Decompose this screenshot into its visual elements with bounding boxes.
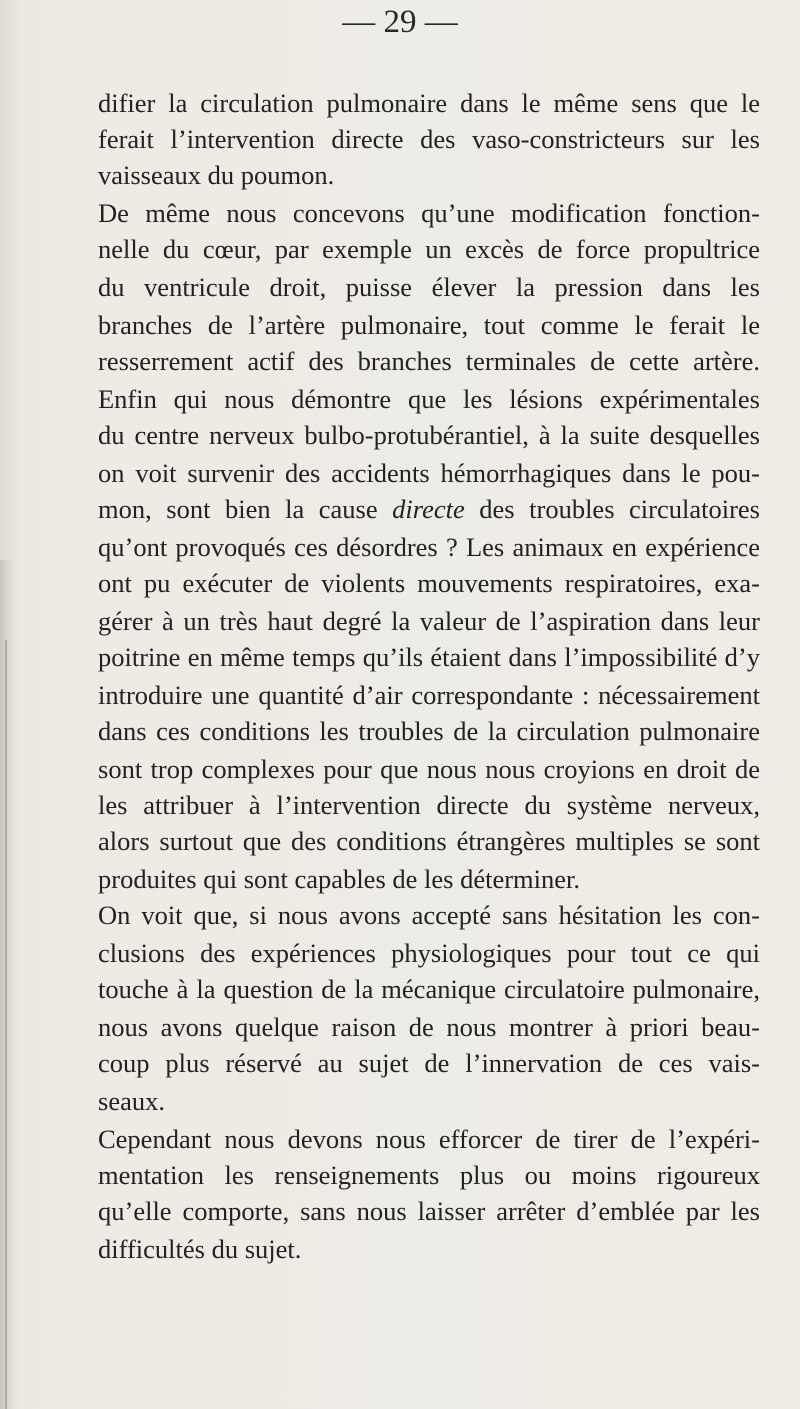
text-line: difier la circulation pulmonaire dans le même sens que le (98, 88, 760, 118)
page-number: — 29 — (342, 4, 458, 40)
page-edge-shadow (0, 560, 14, 1409)
text-line: nous avons quelque raison de nous montrer à priori beau- (98, 1012, 760, 1042)
text-fragment: mon, sont bien la cause (98, 494, 393, 524)
text-line: introduire une quantité d’air correspondante : nécessairement (98, 680, 760, 710)
text-line: De même nous concevons qu’une modification fonction- (98, 198, 760, 228)
text-line: vaisseaux du poumon. (98, 160, 335, 190)
text-line (98, 492, 760, 526)
text-line: clusions des expériences physiologiques pour tout ce qui (98, 938, 760, 968)
text-line: ferait l’intervention directe des vaso-constricteurs sur les (98, 124, 760, 154)
text-line: On voit que, si nous avons accepté sans hésitation les con- (98, 900, 760, 930)
text-line: qu’ont provoqués ces désordres ? Les animaux en expérience (98, 532, 760, 562)
text-line: sont trop complexes pour que nous nous croyions en droit de (98, 754, 760, 784)
text-line: du centre nerveux bulbo-protubérantiel, à la suite desquelles (98, 420, 760, 450)
text-line: gérer à un très haut degré la valeur de l’aspiration dans leur (98, 606, 760, 636)
text-line: on voit survenir des accidents hémorrhagiques dans le pou- (98, 458, 760, 488)
text-line: coup plus réservé au sujet de l’innervation de ces vais- (98, 1048, 760, 1078)
text-line: difficultés du sujet. (98, 1234, 302, 1264)
text-line: dans ces conditions les troubles de la circulation pulmonaire (98, 716, 760, 746)
text-line: nelle du cœur, par exemple un excès de force propultrice (98, 234, 760, 264)
text-line: seaux. (98, 1086, 165, 1116)
emphasis-text: directe (392, 494, 465, 524)
text-line: poitrine en même temps qu’ils étaient dans l’impossibilité d’y (98, 642, 760, 672)
text-line: produites qui sont capables de les déterminer. (98, 864, 581, 894)
text-line: resserrement actif des branches terminales de cette artère. (98, 346, 760, 376)
text-line: du ventricule droit, puisse élever la pression dans les (98, 272, 760, 302)
text-line: Cependant nous devons nous efforcer de tirer de l’expéri- (98, 1124, 760, 1154)
text-line: Enfin qui nous démontre que les lésions expérimentales (98, 384, 760, 414)
page-edge-line (5, 640, 7, 1409)
text-line: qu’elle comporte, sans nous laisser arrêter d’emblée par les (98, 1196, 760, 1226)
text-fragment: des troubles circulatoires (464, 494, 760, 524)
text-line: alors surtout que des conditions étrangères multiples se sont (98, 826, 760, 856)
text-line: ont pu exécuter de violents mouvements respiratoires, exa- (98, 568, 760, 598)
text-line: branches de l’artère pulmonaire, tout comme le ferait le (98, 310, 760, 340)
text-line: touche à la question de la mécanique circulatoire pulmonaire, (98, 974, 760, 1004)
text-line: mentation les renseignements plus ou moins rigoureux (98, 1160, 760, 1190)
text-line: les attribuer à l’intervention directe du système nerveux, (98, 790, 760, 820)
